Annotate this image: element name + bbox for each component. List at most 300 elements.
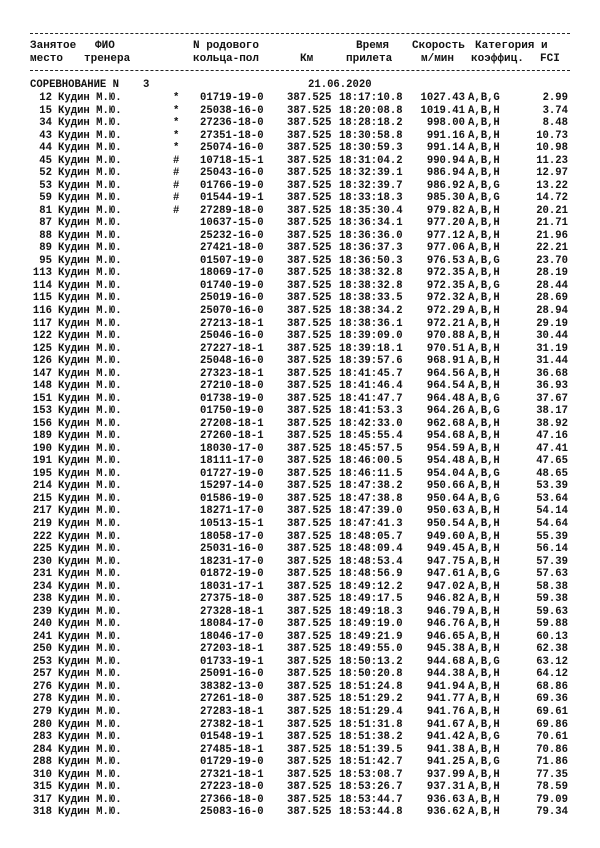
table-row (0, 693, 600, 705)
table-row (0, 330, 600, 342)
place-cell: 276 (32, 680, 52, 693)
ring-cell: 27260-18-1 (200, 430, 264, 443)
trainer-cell: Кудин М.Ю. (58, 731, 122, 744)
trainer-cell: Кудин М.Ю. (58, 292, 122, 305)
trainer-cell: Кудин М.Ю. (58, 605, 122, 618)
ring-cell: 25232-16-0 (200, 229, 264, 242)
km-cell: 387.525 (287, 117, 332, 130)
fci-cell: 47.41 (536, 442, 568, 455)
time-cell: 18:51:29.2 (339, 693, 403, 706)
table-row (0, 568, 600, 580)
ring-cell: 27203-18-1 (200, 643, 264, 656)
fci-cell: 77.35 (536, 768, 568, 781)
trainer-cell: Кудин М.Ю. (58, 342, 122, 355)
table-row (0, 756, 600, 768)
km-cell: 387.525 (287, 680, 332, 693)
table-row (0, 318, 600, 330)
km-cell: 387.525 (287, 279, 332, 292)
table-row (0, 192, 600, 204)
table-row (0, 167, 600, 179)
time-cell: 18:51:31.8 (339, 718, 403, 731)
speed-cell: 950.63 (426, 505, 465, 518)
trainer-cell: Кудин М.Ю. (58, 768, 122, 781)
place-cell: 230 (32, 555, 52, 568)
fci-cell: 55.39 (536, 530, 568, 543)
header-speed-line2: м/мин (421, 53, 455, 65)
category-cell: A,B,H (468, 668, 500, 681)
speed-cell: 941.76 (426, 705, 465, 718)
speed-cell: 964.26 (426, 405, 465, 418)
table-row (0, 455, 600, 467)
ring-cell: 01733-19-1 (200, 655, 264, 668)
fci-cell: 64.12 (536, 668, 568, 681)
speed-cell: 937.31 (426, 781, 465, 794)
header-km: Км (300, 53, 314, 65)
place-cell: 189 (32, 430, 52, 443)
ring-cell: 10513-15-1 (200, 518, 264, 531)
ring-cell: 18111-17-0 (200, 455, 264, 468)
fci-cell: 37.67 (536, 392, 568, 405)
category-cell: A,B,H (468, 455, 500, 468)
fci-cell: 38.17 (536, 405, 568, 418)
header-divider (30, 70, 570, 71)
category-cell: A,B,H (468, 317, 500, 330)
km-cell: 387.525 (287, 167, 332, 180)
trainer-cell: Кудин М.Ю. (58, 104, 122, 117)
trainer-cell: Кудин М.Ю. (58, 417, 122, 430)
place-cell: 253 (32, 655, 52, 668)
category-cell: A,B,H (468, 505, 500, 518)
fci-cell: 14.72 (536, 192, 568, 205)
fci-cell: 54.14 (536, 505, 568, 518)
place-cell: 95 (39, 254, 52, 267)
ring-cell: 15297-14-0 (200, 480, 264, 493)
ring-cell: 18031-17-1 (200, 580, 264, 593)
table-row (0, 656, 600, 668)
ring-cell: 27236-18-0 (200, 117, 264, 130)
category-cell: A,B,H (468, 530, 500, 543)
category-cell: A,B,G (468, 756, 500, 769)
place-cell: 88 (39, 229, 52, 242)
place-cell: 147 (32, 367, 52, 380)
fci-cell: 12.97 (536, 167, 568, 180)
table-row (0, 468, 600, 480)
place-cell: 239 (32, 605, 52, 618)
time-cell: 18:53:26.7 (339, 781, 403, 794)
time-cell: 18:36:36.0 (339, 229, 403, 242)
place-cell: 283 (32, 731, 52, 744)
speed-cell: 941.42 (426, 731, 465, 744)
fci-cell: 28.94 (536, 305, 568, 317)
category-cell: A,B,H (468, 242, 500, 255)
table-row (0, 706, 600, 718)
fci-cell: 78.59 (536, 781, 568, 794)
trainer-cell: Кудин М.Ю. (58, 718, 122, 731)
time-cell: 18:36:50.3 (339, 254, 403, 267)
category-cell: A,B,G (468, 92, 500, 104)
time-cell: 18:53:08.7 (339, 768, 403, 781)
speed-cell: 972.32 (426, 292, 465, 305)
time-cell: 18:41:47.7 (339, 392, 403, 405)
trainer-cell: Кудин М.Ю. (58, 380, 122, 393)
table-row (0, 92, 600, 104)
time-cell: 18:39:09.0 (339, 330, 403, 343)
speed-cell: 976.53 (426, 254, 465, 267)
time-cell: 18:38:32.8 (339, 267, 403, 280)
trainer-cell: Кудин М.Ю. (58, 693, 122, 706)
trainer-cell: Кудин М.Ю. (58, 743, 122, 756)
place-cell: 148 (32, 380, 52, 393)
place-cell: 156 (32, 417, 52, 430)
table-row (0, 267, 600, 279)
km-cell: 387.525 (287, 305, 332, 317)
speed-cell: 947.75 (426, 555, 465, 568)
mark-cell: * (173, 142, 180, 155)
fci-cell: 57.63 (536, 568, 568, 581)
trainer-cell: Кудин М.Ю. (58, 317, 122, 330)
time-cell: 18:32:39.7 (339, 179, 403, 192)
km-cell: 387.525 (287, 204, 332, 217)
speed-cell: 941.25 (426, 756, 465, 769)
time-cell: 18:49:18.3 (339, 605, 403, 618)
km-cell: 387.525 (287, 242, 332, 255)
time-cell: 18:20:08.8 (339, 104, 403, 117)
km-cell: 387.525 (287, 580, 332, 593)
table-row (0, 769, 600, 781)
trainer-cell: Кудин М.Ю. (58, 279, 122, 292)
category-cell: A,B,H (468, 292, 500, 305)
time-cell: 18:50:13.2 (339, 655, 403, 668)
category-cell: A,B,H (468, 117, 500, 130)
ring-cell: 01872-19-0 (200, 568, 264, 581)
km-cell: 387.525 (287, 254, 332, 267)
trainer-cell: Кудин М.Ю. (58, 580, 122, 593)
trainer-cell: Кудин М.Ю. (58, 254, 122, 267)
table-row (0, 355, 600, 367)
ring-cell: 27485-18-1 (200, 743, 264, 756)
ring-cell: 27375-18-0 (200, 593, 264, 606)
place-cell: 126 (32, 355, 52, 368)
ring-cell: 25091-16-0 (200, 668, 264, 681)
time-cell: 18:30:59.3 (339, 142, 403, 155)
ring-cell: 18046-17-0 (200, 630, 264, 643)
km-cell: 387.525 (287, 330, 332, 343)
time-cell: 18:48:05.7 (339, 530, 403, 543)
km-cell: 387.525 (287, 455, 332, 468)
ring-cell: 27283-18-1 (200, 705, 264, 718)
category-cell: A,B,H (468, 718, 500, 731)
place-cell: 284 (32, 743, 52, 756)
ring-cell: 01544-19-1 (200, 192, 264, 205)
ring-cell: 25083-16-0 (200, 806, 264, 819)
time-cell: 18:47:38.2 (339, 480, 403, 493)
time-cell: 18:46:00.5 (339, 455, 403, 468)
category-cell: A,B,H (468, 342, 500, 355)
km-cell: 387.525 (287, 731, 332, 744)
speed-cell: 964.56 (426, 367, 465, 380)
fci-cell: 36.68 (536, 367, 568, 380)
header-ring-line2: кольца-пол (193, 53, 260, 65)
fci-cell: 47.16 (536, 430, 568, 443)
header-fci: FCI (540, 53, 560, 65)
table-row (0, 794, 600, 806)
ring-cell: 27227-18-1 (200, 342, 264, 355)
place-cell: 315 (32, 781, 52, 794)
trainer-cell: Кудин М.Ю. (58, 179, 122, 192)
ring-cell: 27351-18-0 (200, 129, 264, 142)
ring-cell: 01740-19-0 (200, 279, 264, 292)
header-fio-line1: ФИО (95, 40, 115, 52)
time-cell: 18:36:34.1 (339, 217, 403, 230)
ring-cell: 25019-16-0 (200, 292, 264, 305)
ring-cell: 25031-16-0 (200, 543, 264, 556)
place-cell: 81 (39, 204, 52, 217)
header-category-line1: Категория и (475, 40, 548, 52)
place-cell: 117 (32, 317, 52, 330)
fci-cell: 70.86 (536, 743, 568, 756)
ring-cell: 27213-18-1 (200, 317, 264, 330)
category-cell: A,B,H (468, 793, 500, 806)
place-cell: 257 (32, 668, 52, 681)
table-row (0, 393, 600, 405)
table-row (0, 618, 600, 630)
ring-cell: 25043-16-0 (200, 167, 264, 180)
header-place-line1: Занятое (30, 40, 77, 52)
trainer-cell: Кудин М.Ю. (58, 492, 122, 505)
category-cell: A,B,H (468, 630, 500, 643)
time-cell: 18:49:19.0 (339, 618, 403, 631)
km-cell: 387.525 (287, 154, 332, 167)
table-row (0, 105, 600, 117)
time-cell: 18:32:39.1 (339, 167, 403, 180)
trainer-cell: Кудин М.Ю. (58, 154, 122, 167)
speed-cell: 970.51 (426, 342, 465, 355)
table-row (0, 343, 600, 355)
fci-cell: 53.64 (536, 492, 568, 505)
category-cell: A,B,H (468, 154, 500, 167)
km-cell: 387.525 (287, 593, 332, 606)
place-cell: 317 (32, 793, 52, 806)
trainer-cell: Кудин М.Ю. (58, 543, 122, 556)
speed-cell: 947.02 (426, 580, 465, 593)
time-cell: 18:41:45.7 (339, 367, 403, 380)
category-cell: A,B,H (468, 643, 500, 656)
km-cell: 387.525 (287, 492, 332, 505)
ring-cell: 27289-18-0 (200, 204, 264, 217)
ring-cell: 27421-18-0 (200, 242, 264, 255)
table-row (0, 368, 600, 380)
time-cell: 18:49:17.5 (339, 593, 403, 606)
speed-cell: 936.62 (426, 806, 465, 819)
km-cell: 387.525 (287, 467, 332, 480)
category-cell: A,B,H (468, 355, 500, 368)
km-cell: 387.525 (287, 505, 332, 518)
speed-cell: 946.79 (426, 605, 465, 618)
time-cell: 18:51:29.4 (339, 705, 403, 718)
category-cell: A,B,H (468, 555, 500, 568)
ring-cell: 27261-18-0 (200, 693, 264, 706)
speed-cell: 962.68 (426, 417, 465, 430)
speed-cell: 950.54 (426, 518, 465, 531)
trainer-cell: Кудин М.Ю. (58, 618, 122, 631)
speed-cell: 941.38 (426, 743, 465, 756)
category-cell: A,B,G (468, 179, 500, 192)
time-cell: 18:45:55.4 (339, 430, 403, 443)
place-cell: 122 (32, 330, 52, 343)
category-cell: A,B,H (468, 305, 500, 317)
header-time-line2: прилета (346, 53, 393, 65)
time-cell: 18:47:39.0 (339, 505, 403, 518)
km-cell: 387.525 (287, 793, 332, 806)
speed-cell: 977.06 (426, 242, 465, 255)
trainer-cell: Кудин М.Ю. (58, 330, 122, 343)
fci-cell: 47.65 (536, 455, 568, 468)
mark-cell: # (173, 192, 180, 205)
place-cell: 12 (39, 92, 52, 104)
category-cell: A,B,G (468, 731, 500, 744)
table-row (0, 731, 600, 743)
km-cell: 387.525 (287, 768, 332, 781)
place-cell: 234 (32, 580, 52, 593)
time-cell: 18:53:44.8 (339, 806, 403, 819)
place-cell: 15 (39, 104, 52, 117)
trainer-cell: Кудин М.Ю. (58, 655, 122, 668)
speed-cell: 950.64 (426, 492, 465, 505)
fci-cell: 79.09 (536, 793, 568, 806)
speed-cell: 990.94 (426, 154, 465, 167)
trainer-cell: Кудин М.Ю. (58, 480, 122, 493)
table-row (0, 531, 600, 543)
place-cell: 125 (32, 342, 52, 355)
ring-cell: 18058-17-0 (200, 530, 264, 543)
fci-cell: 62.38 (536, 643, 568, 656)
time-cell: 18:49:55.0 (339, 643, 403, 656)
km-cell: 387.525 (287, 568, 332, 581)
km-cell: 387.525 (287, 655, 332, 668)
ring-cell: 01750-19-0 (200, 405, 264, 418)
trainer-cell: Кудин М.Ю. (58, 467, 122, 480)
speed-cell: 979.82 (426, 204, 465, 217)
fci-cell: 38.92 (536, 417, 568, 430)
km-cell: 387.525 (287, 92, 332, 104)
speed-cell: 949.60 (426, 530, 465, 543)
trainer-cell: Кудин М.Ю. (58, 530, 122, 543)
speed-cell: 977.12 (426, 229, 465, 242)
speed-cell: 968.91 (426, 355, 465, 368)
ring-cell: 18271-17-0 (200, 505, 264, 518)
time-cell: 18:50:20.8 (339, 668, 403, 681)
category-cell: A,B,H (468, 167, 500, 180)
trainer-cell: Кудин М.Ю. (58, 117, 122, 130)
speed-cell: 941.94 (426, 680, 465, 693)
km-cell: 387.525 (287, 543, 332, 556)
place-cell: 191 (32, 455, 52, 468)
category-cell: A,B,H (468, 442, 500, 455)
speed-cell: 1027.43 (420, 92, 465, 104)
time-cell: 18:49:21.9 (339, 630, 403, 643)
km-cell: 387.525 (287, 555, 332, 568)
place-cell: 87 (39, 217, 52, 230)
trainer-cell: Кудин М.Ю. (58, 217, 122, 230)
speed-cell: 991.14 (426, 142, 465, 155)
km-cell: 387.525 (287, 705, 332, 718)
speed-cell: 991.16 (426, 129, 465, 142)
ring-cell: 27210-18-0 (200, 380, 264, 393)
table-row (0, 505, 600, 517)
category-cell: A,B,H (468, 543, 500, 556)
speed-cell: 986.92 (426, 179, 465, 192)
ring-cell: 01738-19-0 (200, 392, 264, 405)
km-cell: 387.525 (287, 643, 332, 656)
speed-cell: 964.48 (426, 392, 465, 405)
speed-cell: 941.67 (426, 718, 465, 731)
header-fio-line2: тренера (84, 53, 131, 65)
place-cell: 114 (32, 279, 52, 292)
mark-cell: * (173, 117, 180, 130)
speed-cell: 937.99 (426, 768, 465, 781)
place-cell: 231 (32, 568, 52, 581)
time-cell: 18:51:38.2 (339, 731, 403, 744)
km-cell: 387.525 (287, 480, 332, 493)
mark-cell: # (173, 167, 180, 180)
ring-cell: 01548-19-1 (200, 731, 264, 744)
table-row (0, 643, 600, 655)
table-row (0, 280, 600, 292)
ring-cell: 18231-17-0 (200, 555, 264, 568)
fci-cell: 63.12 (536, 655, 568, 668)
fci-cell: 69.86 (536, 718, 568, 731)
mark-cell: * (173, 92, 180, 104)
table-row (0, 631, 600, 643)
place-cell: 53 (39, 179, 52, 192)
fci-cell: 8.48 (542, 117, 568, 130)
trainer-cell: Кудин М.Ю. (58, 242, 122, 255)
fci-cell: 56.14 (536, 543, 568, 556)
ring-cell: 27321-18-1 (200, 768, 264, 781)
trainer-cell: Кудин М.Ю. (58, 518, 122, 531)
header-ring-line1: N родового (193, 40, 260, 52)
trainer-cell: Кудин М.Ю. (58, 505, 122, 518)
category-cell: A,B,H (468, 267, 500, 280)
speed-cell: 946.76 (426, 618, 465, 631)
km-cell: 387.525 (287, 442, 332, 455)
mark-cell: # (173, 204, 180, 217)
category-cell: A,B,H (468, 781, 500, 794)
km-cell: 387.525 (287, 417, 332, 430)
table-row (0, 806, 600, 818)
speed-cell: 1019.41 (420, 104, 465, 117)
ring-cell: 27382-18-1 (200, 718, 264, 731)
time-cell: 18:48:53.4 (339, 555, 403, 568)
category-cell: A,B,H (468, 618, 500, 631)
ring-cell: 27328-18-1 (200, 605, 264, 618)
category-cell: A,B,H (468, 229, 500, 242)
speed-cell: 950.66 (426, 480, 465, 493)
fci-cell: 60.13 (536, 630, 568, 643)
trainer-cell: Кудин М.Ю. (58, 630, 122, 643)
place-cell: 113 (32, 267, 52, 280)
place-cell: 43 (39, 129, 52, 142)
trainer-cell: Кудин М.Ю. (58, 129, 122, 142)
time-cell: 18:41:46.4 (339, 380, 403, 393)
speed-cell: 954.59 (426, 442, 465, 455)
fci-cell: 31.44 (536, 355, 568, 368)
km-cell: 387.525 (287, 355, 332, 368)
header-category-line2: коэффиц. (471, 53, 524, 65)
trainer-cell: Кудин М.Ю. (58, 442, 122, 455)
trainer-cell: Кудин М.Ю. (58, 593, 122, 606)
category-cell: A,B,G (468, 655, 500, 668)
